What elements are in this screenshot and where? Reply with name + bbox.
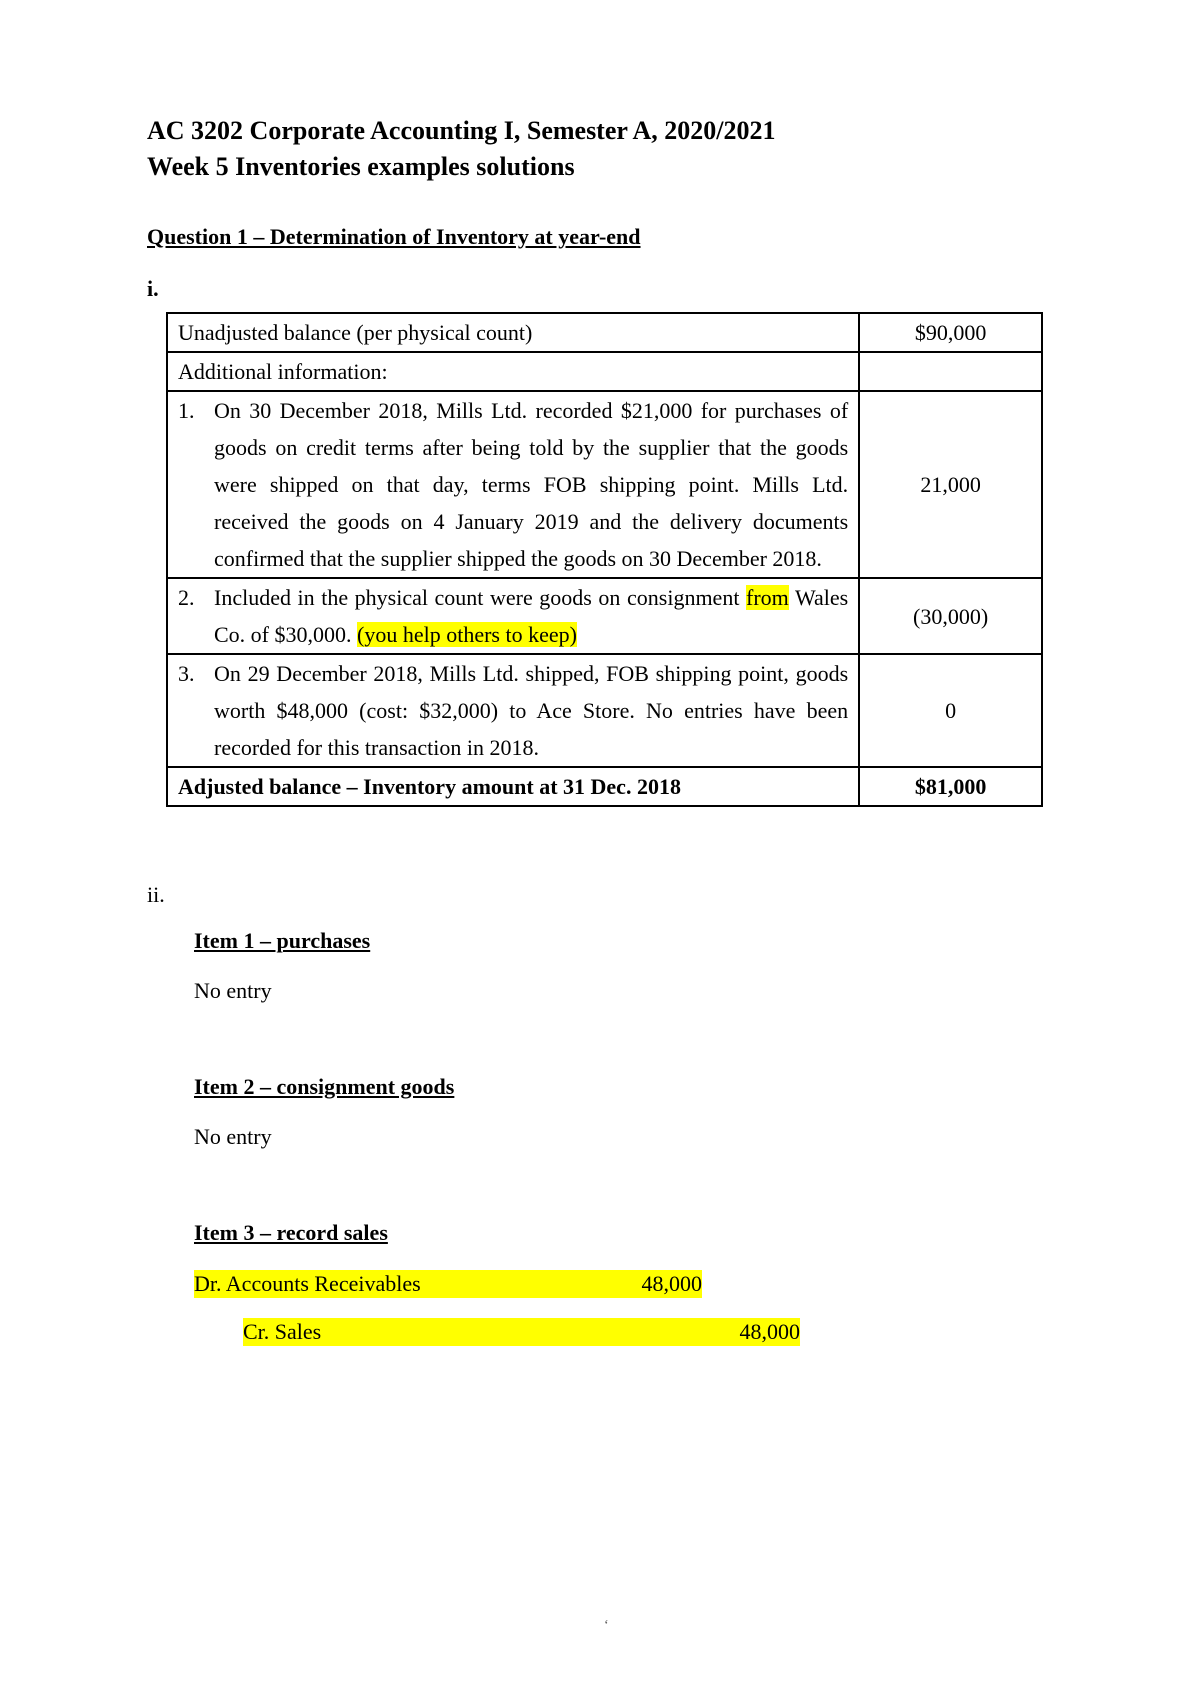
item-text: On 30 December 2018, Mills Ltd. recorded $21,000 for purchases of goods on credit terms after being told by the supplier that the goods were shipped on that day, terms FOB shipping point. Mills Ltd. received the goods on 4 January 2019 and the delivery documents confirmed that the supplier shipped the goods on 30 December 2018. [214,398,849,571]
item-text-part: Wales Co. of $30,000. [214,585,849,647]
item-1-text: No entry [194,978,272,1003]
item-number: 2. [178,585,195,610]
item-3-heading: Item 3 – record sales [194,1220,388,1245]
item-1-heading: Item 1 – purchases [194,928,371,953]
adjustment-item-1 [167,391,859,578]
highlighted-note: (you help others to keep) [357,622,577,647]
credit-entry [243,1318,800,1346]
table-row [167,391,1042,578]
adjustment-item-3 [167,654,859,767]
document-subtitle: Week 5 Inventories examples solutions [147,152,575,181]
adjusted-balance-amount: $81,000 [859,767,1042,806]
adjustment-item-3-amount: 0 [859,654,1042,767]
table-row [167,578,1042,654]
item-number: 1. [178,398,195,423]
adjustment-item-2-amount: (30,000) [859,578,1042,654]
adjustment-item-1-amount: 21,000 [859,391,1042,578]
document-title: AC 3202 Corporate Accounting I, Semester A, 2020/2021 [147,116,776,145]
credit-account: Cr. Sales [243,1319,322,1344]
inventory-adjustment-table [166,312,1043,807]
question-1-heading: Question 1 – Determination of Inventory at year-end [147,224,641,249]
adjustment-item-2 [167,578,859,654]
part-i-label: i. [147,276,159,301]
highlighted-text: from [746,585,789,610]
item-2-heading: Item 2 – consignment goods [194,1074,455,1099]
debit-account: Dr. Accounts Receivables [194,1271,421,1296]
credit-amount: 48,000 [739,1319,800,1344]
unadjusted-balance-label: Unadjusted balance (per physical count) [167,313,859,352]
page-footer-mark: ‘ [604,1618,609,1633]
item-number: 3. [178,661,195,686]
item-text: On 29 December 2018, Mills Ltd. shipped, FOB shipping point, goods worth $48,000 (cost: $32,000) to Ace Store. No entries have been recorded for this transaction in 2018. [214,661,849,760]
unadjusted-balance-amount: $90,000 [859,313,1042,352]
empty-cell [859,352,1042,391]
item-text-part: Included in the physical count were goods on consignment [214,585,747,610]
table-row [167,767,1042,806]
table-row [167,352,1042,391]
part-ii-label: ii. [147,882,165,907]
table-row [167,654,1042,767]
debit-amount: 48,000 [641,1271,702,1296]
additional-info-label: Additional information: [167,352,859,391]
item-text [214,579,848,653]
debit-entry [194,1270,702,1298]
item-2-text: No entry [194,1124,272,1149]
adjusted-balance-label: Adjusted balance – Inventory amount at 31 Dec. 2018 [167,767,859,806]
table-row [167,313,1042,352]
